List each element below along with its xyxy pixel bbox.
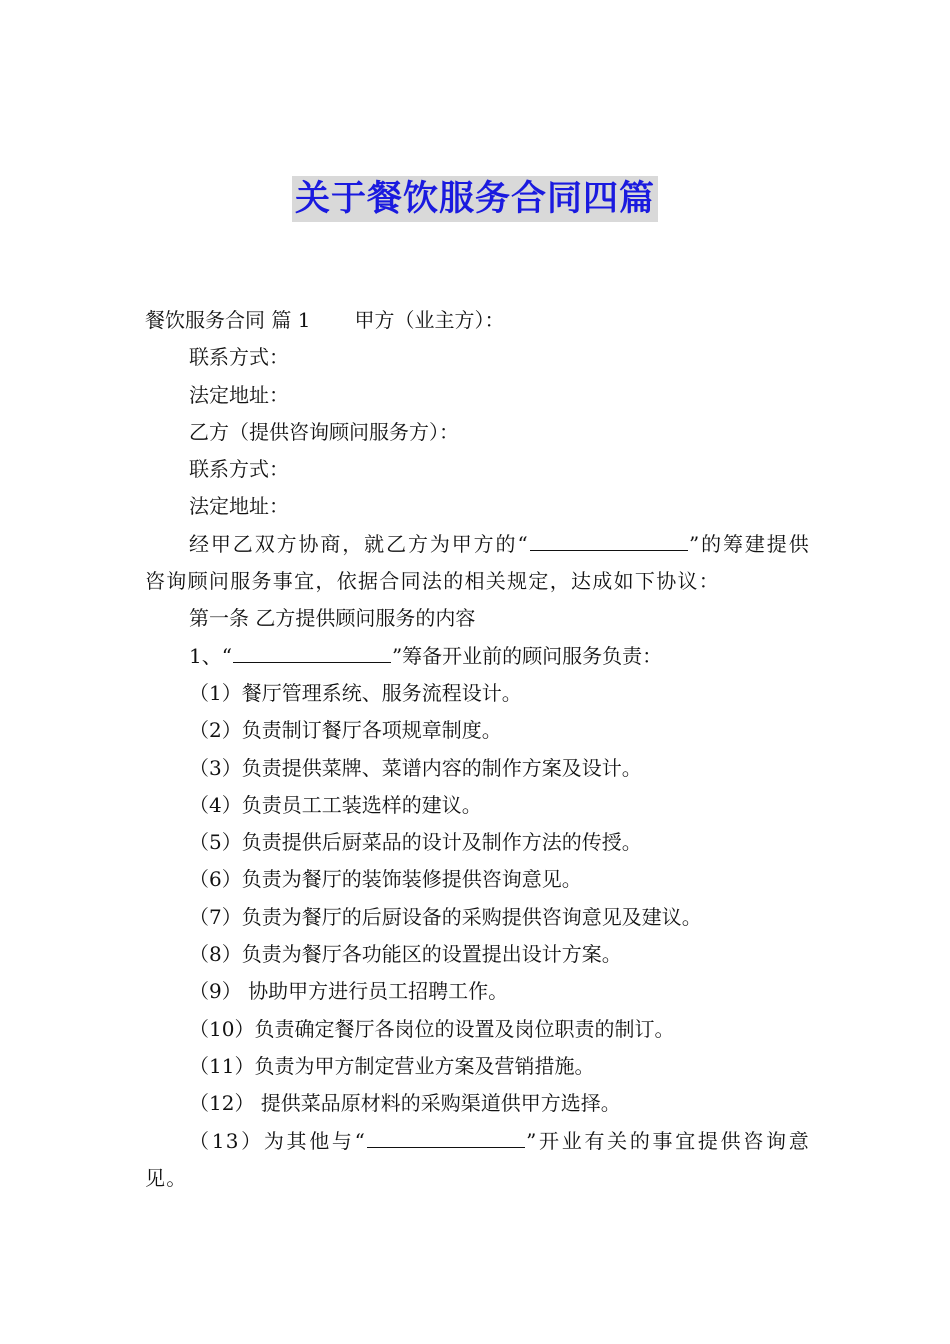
- sub-item: （2）负责制订餐厅各项规章制度。: [189, 718, 502, 743]
- party-a-label: 甲方（业主方）：: [354, 308, 505, 332]
- sub-item: （12） 提供菜品原材料的采购渠道供甲方选择。: [189, 1091, 621, 1116]
- blank-line: [367, 1125, 525, 1148]
- item-1-line: [145, 638, 810, 675]
- party-b-contact: 联系方式：: [189, 457, 289, 482]
- document-body: [145, 302, 810, 1197]
- item-1-before: 1、“: [189, 643, 232, 668]
- item-1-after: ”筹备开业前的顾问服务负责：: [391, 643, 663, 668]
- sub-item: （10）负责确定餐厅各岗位的设置及岗位职责的制订。: [189, 1016, 675, 1041]
- contract-heading: 餐饮服务合同 篇 1: [145, 308, 311, 332]
- sub-item: （4）负责员工工装选样的建议。: [189, 792, 482, 817]
- sub-item: （1）餐厅管理系统、服务流程设计。: [189, 680, 522, 705]
- intro-paragraph: [145, 526, 810, 601]
- sub-item: （6）负责为餐厅的装饰装修提供咨询意见。: [189, 867, 582, 892]
- party-b-address: 法定地址：: [189, 494, 289, 519]
- title-container: [0, 176, 950, 222]
- sub-item: （8）负责为餐厅各功能区的设置提出设计方案。: [189, 942, 622, 967]
- sub-item: （7）负责为餐厅的后厨设备的采购提供咨询意见及建议。: [189, 904, 702, 929]
- blank-line: [530, 528, 688, 551]
- sub-item: （5）负责提供后厨菜品的设计及制作方法的传授。: [189, 830, 642, 855]
- intro-text-after: ”的筹建提供咨询顾问服务事宜，依据合同法的相关规定，达成如下协议：: [145, 531, 810, 594]
- sub-item: （11）负责为甲方制定营业方案及营销措施。: [189, 1053, 595, 1078]
- party-b-label: 乙方（提供咨询顾问服务方）：: [189, 419, 459, 444]
- item-13-after: ”开业有关的事宜提供咨询意见。: [145, 1128, 811, 1190]
- sub-item: （9） 协助甲方进行员工招聘工作。: [189, 979, 509, 1004]
- party-a-contact: 联系方式：: [189, 345, 289, 370]
- party-a-address: 法定地址：: [189, 382, 289, 407]
- contract-heading-line: [145, 302, 810, 339]
- item-13-before: （13）为其他与“: [189, 1128, 367, 1153]
- sub-item: （3）负责提供菜牌、菜谱内容的制作方案及设计。: [189, 755, 642, 780]
- article-1-heading: 第一条 乙方提供顾问服务的内容: [189, 606, 476, 631]
- intro-text-before: 经甲乙双方协商，就乙方为甲方的“: [189, 531, 529, 556]
- item-13-paragraph: [145, 1123, 810, 1198]
- document-title: 关于餐饮服务合同四篇: [292, 176, 658, 222]
- blank-line: [233, 640, 391, 663]
